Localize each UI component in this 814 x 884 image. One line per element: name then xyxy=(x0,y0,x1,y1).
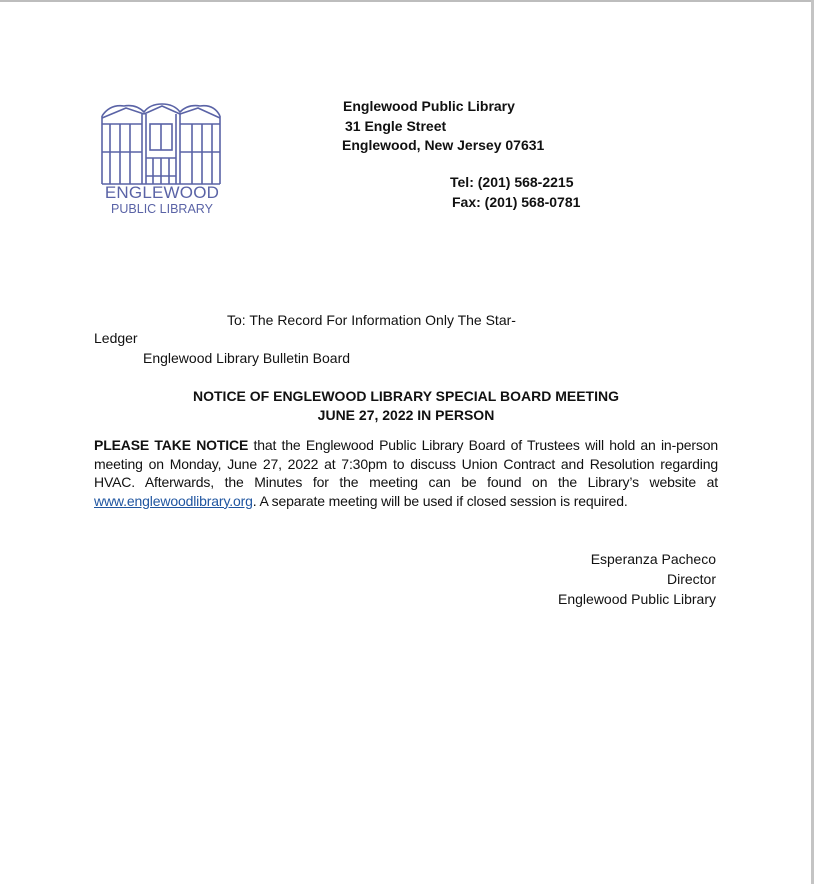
signature-title: Director xyxy=(666,571,716,587)
recipients-line-2: Ledger xyxy=(94,330,138,346)
recipients-line-3: Englewood Library Bulletin Board xyxy=(143,350,351,366)
library-website-link[interactable]: www.englewoodlibrary.org xyxy=(94,492,253,509)
notice-body-1: that the Englewood Public Library Board of Trustees will hold an in-person meeting on Monday, June 27, 2022 at 7:30pm to discuss Union Contract and Resolution regarding HVAC. Afterwards, the Minutes for the meeting can be found on the Library’s website at xyxy=(94,437,718,490)
notice-paragraph xyxy=(94,436,718,510)
letterhead-city: Englewood, New Jersey 07631 xyxy=(342,137,545,153)
letterhead-name: Englewood Public Library xyxy=(343,98,515,114)
logo-text-englewood: ENGLEWOOD xyxy=(104,183,220,202)
letterhead-fax: Fax: (201) 568-0781 xyxy=(452,194,581,210)
notice-subtitle: JUNE 27, 2022 IN PERSON xyxy=(317,407,495,423)
notice-body-2: . A separate meeting will be used if closed session is required. xyxy=(252,492,628,509)
page-top-border xyxy=(0,0,814,2)
signature-name: Esperanza Pacheco xyxy=(590,551,716,567)
notice-title: NOTICE OF ENGLEWOOD LIBRARY SPECIAL BOARD MEETING xyxy=(193,388,619,404)
notice-lead: PLEASE TAKE NOTICE xyxy=(94,437,249,453)
logo-text-public-library: PUBLIC LIBRARY xyxy=(111,202,213,216)
letterhead-street: 31 Engle Street xyxy=(345,118,447,134)
recipients-line-1: To: The Record For Information Only The Star- xyxy=(227,312,516,328)
signature-org: Englewood Public Library xyxy=(558,591,716,607)
letterhead-tel: Tel: (201) 568-2215 xyxy=(450,174,574,190)
